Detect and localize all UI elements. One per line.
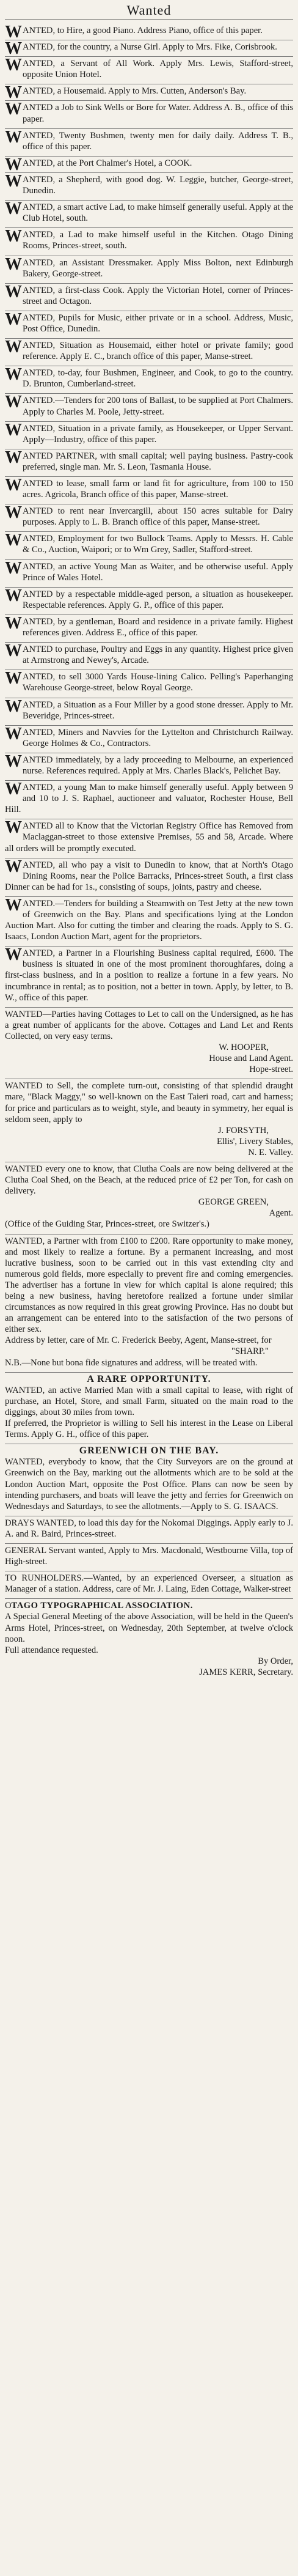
classified-ad <box>5 129 293 157</box>
drop-cap: W <box>5 254 22 274</box>
hooper-notice <box>5 1008 293 1080</box>
notice-text-2: Full attendance requested. <box>5 1645 98 1655</box>
notice-signature: "SHARP." <box>231 1346 269 1357</box>
classified-ad <box>5 897 293 947</box>
drop-cap: W <box>5 100 22 119</box>
notice-address: Hope-street. <box>249 1065 293 1075</box>
ad-text: ANTED, for the country, a Nurse Girl. Apply to Mrs. Fike, Corisbrook. <box>23 42 277 53</box>
ad-text: ANTED to purchase, Poultry and Eggs in any quantity. Highest price given at Armstrong and Newey's, Arcade. <box>23 644 293 666</box>
notice-text: O RUNHOLDERS.—Wanted, by an experienced Overseer, a situation as Manager of a station. Address, care of Mr. J. Laing, Eden Cottage, Walker-street <box>5 1573 293 1595</box>
notice-title: A RARE OPPORTUNITY. <box>87 1373 211 1384</box>
ad-text: ANTED, a Partner in a Flourishing Business capital required, £600. The business is situated in one of the most prominent thoroughfares, doing a first-class business, and in a position to realize a fortune in a few years. No incumbrance in rental; as to position, not a better in town. Apply, by letter, to B. W., office of this paper. <box>5 948 293 1003</box>
ads-list <box>5 24 293 1008</box>
notice-text: ANTED, everybody to know, that the City Surveyors are on the ground at Greenwich on the Bay, marking out the allotments which are to be sold at the London Auction Mart, opposite the Post Office. Plans can now be seen by intending purchasers, and boats will leave the jetty and ferries for Greenwich on Wednesdays and Saturdays, to see the allotments.—Apply to S. G. ISAACS. <box>5 1457 293 1511</box>
classified-ad <box>5 201 293 228</box>
partner-notice <box>5 1234 293 1373</box>
drop-cap: W <box>5 857 22 876</box>
notice-text: ANTED every one to know, that Clutha Coals are now being delivered at the Clutha Coal Shed, on the Beach, at the reduced price of £2 per Ton, for cash on delivery. <box>5 1164 293 1197</box>
drop-cap: W <box>5 641 22 661</box>
typographical-association-notice <box>5 1599 293 1681</box>
general-servant-notice <box>5 1544 293 1571</box>
classified-ad <box>5 947 293 1007</box>
drop-cap: W <box>5 818 22 838</box>
drop-cap: W <box>5 365 22 385</box>
drop-cap: W <box>5 503 22 523</box>
ad-text: ANTED a Job to Sink Wells or Bore for Water. Address A. B., office of this paper. <box>23 103 293 124</box>
drop-cap: G <box>5 1545 12 1556</box>
drop-cap: W <box>5 669 22 688</box>
notice-name: J. FORSYTH, <box>217 1125 269 1135</box>
notice-secretary: JAMES KERR, Secretary. <box>199 1667 293 1677</box>
drop-cap: W <box>5 1164 13 1174</box>
ad-text: ANTED by a respectable middle-aged person, a situation as housekeeper. Respectable references. Apply G. P., office of this paper. <box>23 589 293 610</box>
notice-order: By Order, <box>258 1656 293 1666</box>
notice-title: GREENWICH ON THE BAY. <box>79 1445 219 1456</box>
drop-cap: W <box>5 1081 13 1091</box>
ad-text: ANTED, Pupils for Music, either private or in a school. Address, Music, Post Office, Dunedin. <box>23 312 293 334</box>
classified-ad <box>5 477 293 504</box>
notice-text-2: If preferred, the Proprietor is willing to Sell his interest in the Lease on Liberal Terms. Apply G. H., office of this paper. <box>5 1419 293 1440</box>
classified-ad <box>5 504 293 532</box>
classified-ad <box>5 228 293 256</box>
classified-ad <box>5 670 293 698</box>
forsyth-notice <box>5 1079 293 1162</box>
classified-ad <box>5 643 293 670</box>
classified-ad <box>5 422 293 449</box>
green-notice <box>5 1162 293 1234</box>
drop-cap: W <box>5 83 22 103</box>
notice-text: ANTED, an active Married Man with a small capital to lease, with right of purchase, an Hotel, Store, and small Farm, situated on the main road to the diggings, about 30 miles from town. <box>5 1385 293 1417</box>
notice-text: ANTED, a Partner with from £100 to £200. Rare opportunity to make money, and most likely to realize a fortune. By a permanent increasing, and most lucrative business, soon to be carried out in this vast extending city and numerous gold fields, more especially to prevent fire and coming emergencies. The advertiser has a fortune in view for which capital is alone required; this being a new business, having heretofore realized a fortune under similar circumstances as now required in this great growing Province. Has no doubt but an arrangement can be entered into to the satisfaction of the two persons of either sex. <box>5 1236 293 1335</box>
classified-ad <box>5 819 293 858</box>
classified-ad <box>5 781 293 819</box>
notice-text-3: N.B.—None but bona fide signatures and address, will be treated with. <box>5 1357 258 1368</box>
drop-cap: W <box>5 531 22 550</box>
drop-cap: W <box>5 586 22 605</box>
drop-cap: W <box>5 309 22 329</box>
drop-cap: W <box>5 1385 13 1395</box>
runholders-notice <box>5 1571 293 1599</box>
ad-text: ANTED, Situation in a private family, as Housekeeper, or Upper Servant. Apply—Industry, office of this paper. <box>23 423 293 445</box>
drop-cap: W <box>5 1236 13 1246</box>
ad-text: ANTED, to-day, four Bushmen, Engineer, and Cook, to go to the country. D. Brunton, Cumberland-street. <box>23 368 293 389</box>
drop-cap: W <box>5 1457 13 1467</box>
classified-ad <box>5 284 293 311</box>
notice-text-2: Address by letter, care of Mr. C. Frederick Beeby, Agent, Manse-street, for <box>5 1335 272 1346</box>
ad-text: ANTED, an active Young Man as Waiter, and be otherwise useful. Apply Prince of Wales Hotel. <box>23 561 293 583</box>
classified-ad <box>5 449 293 477</box>
notice-name: W. HOOPER, <box>219 1043 269 1053</box>
classified-ad <box>5 858 293 897</box>
drop-cap: W <box>5 1009 13 1019</box>
classified-ad <box>5 311 293 339</box>
drop-cap: W <box>5 780 22 799</box>
classified-ad <box>5 560 293 588</box>
classified-ad <box>5 101 293 128</box>
drop-cap: W <box>5 155 22 174</box>
ad-text: ANTED, by a gentleman, Board and residence in a private family. Highest references given. Address E., office of this paper. <box>23 616 293 638</box>
notice-address: (Office of the Guiding Star, Princes-street, ore Switzer's.) <box>5 1219 209 1230</box>
drop-cap: W <box>5 199 22 219</box>
ad-text: ANTED, a Lad to make himself useful in the Kitchen. Otago Dining Rooms, Princes-street, south. <box>23 230 293 251</box>
drop-cap: W <box>5 227 22 246</box>
ad-text: ANTED, a first-class Cook. Apply the Victorian Hotel, corner of Princes-street and Octagon. <box>23 285 293 306</box>
classified-ad <box>5 84 293 101</box>
ad-text: ANTED to rent near Invercargill, about 150 acres suitable for Dairy purposes. Apply to L. B. Branch office of this paper, Manse-street. <box>23 506 293 528</box>
ad-text: ANTED.—Tenders for building a Steamwith on Test Jetty at the new town of Greenwich on the Bay. Plans and specifications lying at the London Auction Mart. Also for cutting the timber and clearing the roads. Apply to S. G. Isaacs, London Auction Mart, agent for the proprietors. <box>5 898 293 942</box>
drop-cap: T <box>5 1573 10 1584</box>
classified-ad <box>5 726 293 753</box>
drop-cap: W <box>5 39 22 59</box>
ad-text: ANTED, to sell 3000 Yards House-lining Calico. Pelling's Paperhanging Warehouse George-street, below Royal George. <box>23 672 293 693</box>
classified-ad <box>5 588 293 615</box>
ad-text: ANTED, a Situation as a Four Miller by a good stone dresser. Apply to Mr. Beveridge, Princes-street. <box>23 699 293 721</box>
drop-cap: W <box>5 171 22 191</box>
drop-cap: W <box>5 895 22 915</box>
ad-text: ANTED, a Housemaid. Apply to Mrs. Cutten, Anderson's Bay. <box>23 86 247 97</box>
rare-opportunity-notice <box>5 1373 293 1445</box>
notice-role: Agent. <box>269 1208 293 1219</box>
drop-cap: W <box>5 282 22 301</box>
ad-text: ANTED, a young Man to make himself generally useful. Apply between 9 and 10 to J. S. Raphael, auctioneer and valuator, Rochester House, Bell Hill. <box>5 783 293 815</box>
notice-text: A Special General Meeting of the above Association, will be held in the Queen's Arms Hotel, Princes-street, on Wednesday, 20th September, at twelve o'clock noon. <box>5 1612 293 1644</box>
ad-text: ANTED.—Tenders for 200 tons of Ballast, to be supplied at Port Chalmers. Apply to Charles M. Poole, Jetty-street. <box>23 396 293 417</box>
classified-ad <box>5 57 293 84</box>
drop-cap: W <box>5 476 22 495</box>
classified-ad <box>5 40 293 57</box>
drop-cap: W <box>5 696 22 716</box>
notice-address: N. E. Valley. <box>248 1147 293 1157</box>
ad-text: ANTED, Situation as Housemaid, either hotel or private family; good reference. Apply E. C., branch office of this paper, Manse-street. <box>23 341 293 362</box>
notice-title: TAGO TYPOGRAPHICAL ASSOCIATION. <box>11 1601 193 1611</box>
drop-cap: W <box>5 613 22 633</box>
notice-role: Ellis', Livery Stables, <box>216 1136 293 1146</box>
drays-notice <box>5 1516 293 1544</box>
ad-text: ANTED, an Assistant Dressmaker. Apply Miss Bolton, next Edinburgh Bakery, George-street. <box>23 257 293 279</box>
classified-ad <box>5 173 293 201</box>
classified-ad <box>5 615 293 643</box>
classified-ad <box>5 339 293 366</box>
drop-cap: W <box>5 448 22 467</box>
greenwich-notice <box>5 1444 293 1516</box>
ad-text: ANTED, all who pay a visit to Dunedin to know, that at North's Otago Dining Rooms, near the Police Barracks, Princes-street South, a first class Dinner can be had for 1s., consisting of soups, joints, pastry and cheese. <box>5 860 293 892</box>
drop-cap: W <box>5 724 22 744</box>
classified-ad <box>5 157 293 173</box>
ad-text: ANTED to lease, small farm or land fit for agriculture, from 100 to 150 acres. Agricola, Branch office of this paper, Manse-street. <box>23 479 293 500</box>
ad-text: ANTED, Twenty Bushmen, twenty men for daily daily. Address T. B., office of this paper. <box>23 130 293 152</box>
ad-text: ANTED PARTNER, with small capital; well paying business. Pastry-cook preferred, single man. Mr. S. Leon, Tasmania House. <box>23 451 293 472</box>
classified-ad <box>5 753 293 781</box>
ad-text: ANTED, a Servant of All Work. Apply Mrs. Lewis, Stafford-street, opposite Union Hotel. <box>23 59 293 80</box>
ad-text: ANTED, a Shepherd, with good dog. W. Leggie, butcher, George-street, Dunedin. <box>23 174 293 196</box>
drop-cap: W <box>5 751 22 771</box>
ad-text: ANTED, to Hire, a good Piano. Address Piano, office of this paper. <box>23 26 263 35</box>
notice-text: ANTED—Parties having Cottages to Let to call on the Undersigned, as he has a great number of applicants for the above. Cottages and Land Let and Rents Collected, on very easy terms. <box>5 1009 293 1041</box>
drop-cap: W <box>5 558 22 578</box>
drop-cap: W <box>5 23 22 42</box>
section-header: Wanted <box>5 1 293 20</box>
drop-cap: W <box>5 338 22 357</box>
classified-ad <box>5 366 293 394</box>
notice-text: RAYS WANTED, to load this day for the Nokomai Diggings. Apply early to J. A. and R. Baird, Princes-street. <box>5 1518 293 1539</box>
drop-cap: O <box>5 1601 12 1611</box>
ad-text: ANTED, at the Port Chalmer's Hotel, a COOK. <box>23 158 192 168</box>
classified-ad <box>5 256 293 284</box>
ad-text: ANTED, a smart active Lad, to make himself generally useful. Apply at the Club Hotel, south. <box>23 202 293 224</box>
drop-cap: W <box>5 56 22 75</box>
ad-text: ANTED, Miners and Navvies for the Lyttelton and Christchurch Railway. George Holmes & Co., Contractors. <box>23 727 293 748</box>
notice-name: GEORGE GREEN, <box>198 1197 269 1208</box>
ad-text: ANTED all to Know that the Victorian Registry Office has Removed from Maclaggan-street to those extensive Premises, 55 and 58, Arcade. Where all orders will be promptly executed. <box>5 821 293 854</box>
classified-ad <box>5 532 293 559</box>
ad-text: ANTED immediately, by a lady proceeding to Melbourne, an experienced nurse. References required. Apply at Mrs. Charles Black's, Pelichet Bay. <box>23 755 293 776</box>
drop-cap: W <box>5 127 22 147</box>
classified-ad <box>5 698 293 726</box>
notice-text: ANTED to Sell, the complete turn-out, consisting of that splendid draught mare, "Black Maggy," so well-known on the East Taieri road, cart and harness; for price and particulars as to weight, style, and beauty in symmetry, her equal is seldom seen, apply to <box>5 1081 293 1124</box>
drop-cap: W <box>5 945 22 965</box>
drop-cap: D <box>5 1518 12 1528</box>
drop-cap: W <box>5 420 22 440</box>
ad-text: ANTED, Employment for two Bullock Teams. Apply to Messrs. H. Cable & Co., Auction, Waipori; or to Wm Grey, Sadler, Stafford-street. <box>23 534 293 555</box>
classified-ad <box>5 24 293 40</box>
drop-cap: W <box>5 393 22 412</box>
notice-text: ENERAL Servant wanted, Apply to Mrs. Macdonald, Westbourne Villa, top of High-street. <box>5 1545 293 1567</box>
classified-ad <box>5 394 293 421</box>
notice-role: House and Land Agent. <box>209 1054 293 1064</box>
